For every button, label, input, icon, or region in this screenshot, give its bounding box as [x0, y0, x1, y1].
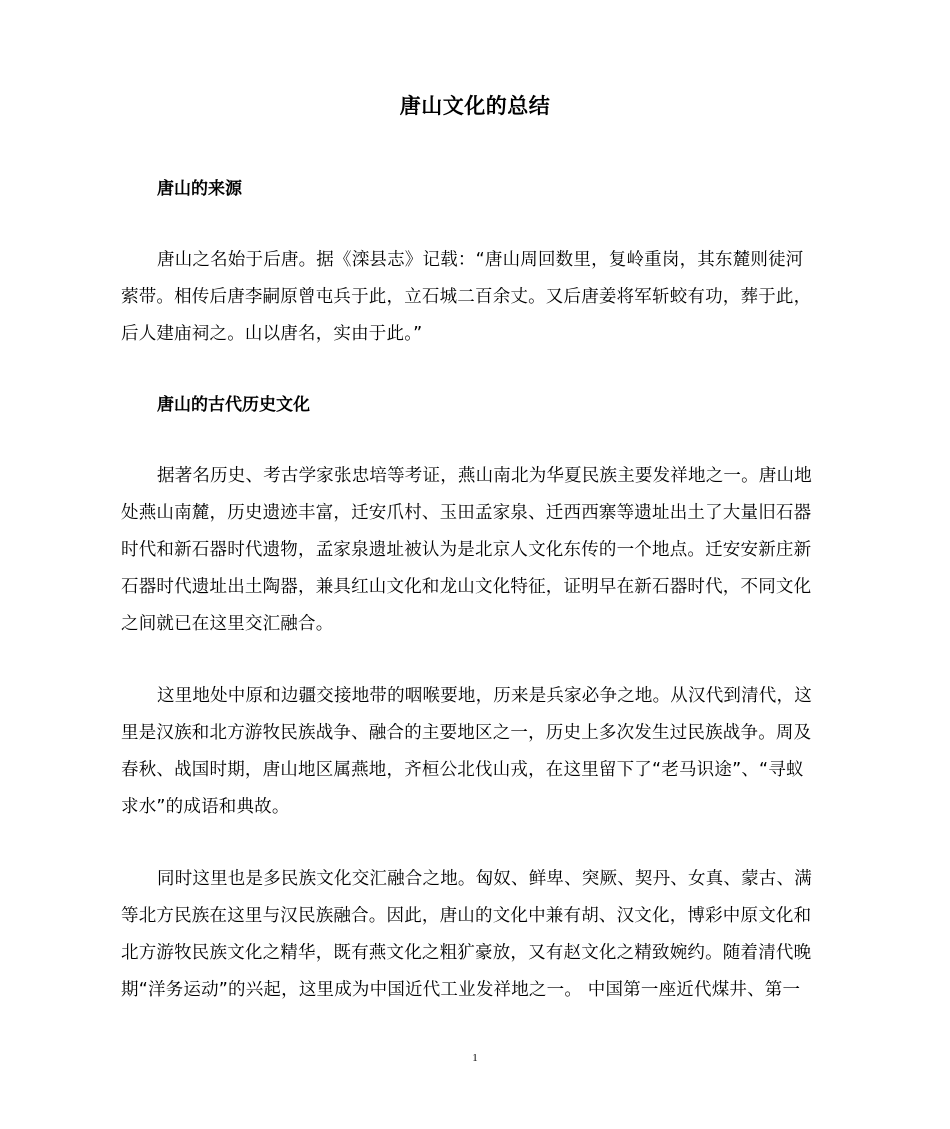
paragraph-line: 等北方民族在这里与汉民族融合。因此，唐山的文化中兼有胡、汉文化，博彩中原文化和	[121, 906, 812, 926]
paragraph-line: 萦带。相传后唐李嗣原曾屯兵于此，立石城二百余丈。又后唐姜将军斩蛟有功，葬于此，	[121, 287, 812, 307]
paragraph-line: 据著名历史、考古学家张忠培等考证，燕山南北为华夏民族主要发祥地之一。唐山地	[157, 466, 812, 486]
paragraph-line: 春秋、战国时期，唐山地区属燕地，齐桓公北伐山戎，在这里留下了“老马识途”、“寻蚁	[121, 760, 804, 780]
paragraph-ancient-history-2	[121, 678, 833, 826]
paragraph-line: 北方游牧民族文化之精华，既有燕文化之粗犷豪放，又有赵文化之精致婉约。随着清代晚	[121, 943, 812, 963]
document-title: 唐山文化的总结	[399, 94, 551, 118]
paragraph-line: 唐山之名始于后唐。据《滦县志》记载：“唐山周回数里，复岭重岗，其东麓则徒河	[157, 250, 804, 270]
page-number: 1	[472, 1052, 478, 1064]
paragraph-line: 里是汉族和北方游牧民族战争、融合的主要地区之一，历史上多次发生过民族战争。周及	[121, 723, 812, 743]
section-heading-origin: 唐山的来源	[157, 179, 242, 199]
paragraph-line: 时代和新石器时代遗物，孟家泉遗址被认为是北京人文化东传的一个地点。迁安安新庄新	[121, 540, 812, 560]
paragraph-line: 石器时代遗址出土陶器，兼具红山文化和龙山文化特征，证明早在新石器时代，不同文化	[121, 577, 812, 597]
paragraph-line: 期“洋务运动”的兴起，这里成为中国近代工业发祥地之一。 中国第一座近代煤井、第一	[121, 980, 801, 1000]
paragraph-line: 这里地处中原和边疆交接地带的咽喉要地，历来是兵家必争之地。从汉代到清代，这	[157, 686, 812, 706]
paragraph-line: 处燕山南麓，历史遗迹丰富，迁安爪村、玉田孟家泉、迁西西寨等遗址出土了大量旧石器	[121, 503, 812, 523]
paragraph-line: 后人建庙祠之。山以唐名，实由于此。”	[121, 324, 423, 344]
section-heading-ancient-history: 唐山的古代历史文化	[157, 395, 310, 415]
paragraph-line: 同时这里也是多民族文化交汇融合之地。匈奴、鲜卑、突厥、契丹、女真、蒙古、满	[157, 869, 812, 889]
paragraph-line: 求水”的成语和典故。	[121, 797, 290, 817]
paragraph-ancient-history-3	[121, 861, 833, 1009]
paragraph-ancient-history-1	[121, 458, 833, 643]
paragraph-line: 之间就已在这里交汇融合。	[121, 614, 334, 634]
paragraph-origin	[121, 242, 833, 353]
